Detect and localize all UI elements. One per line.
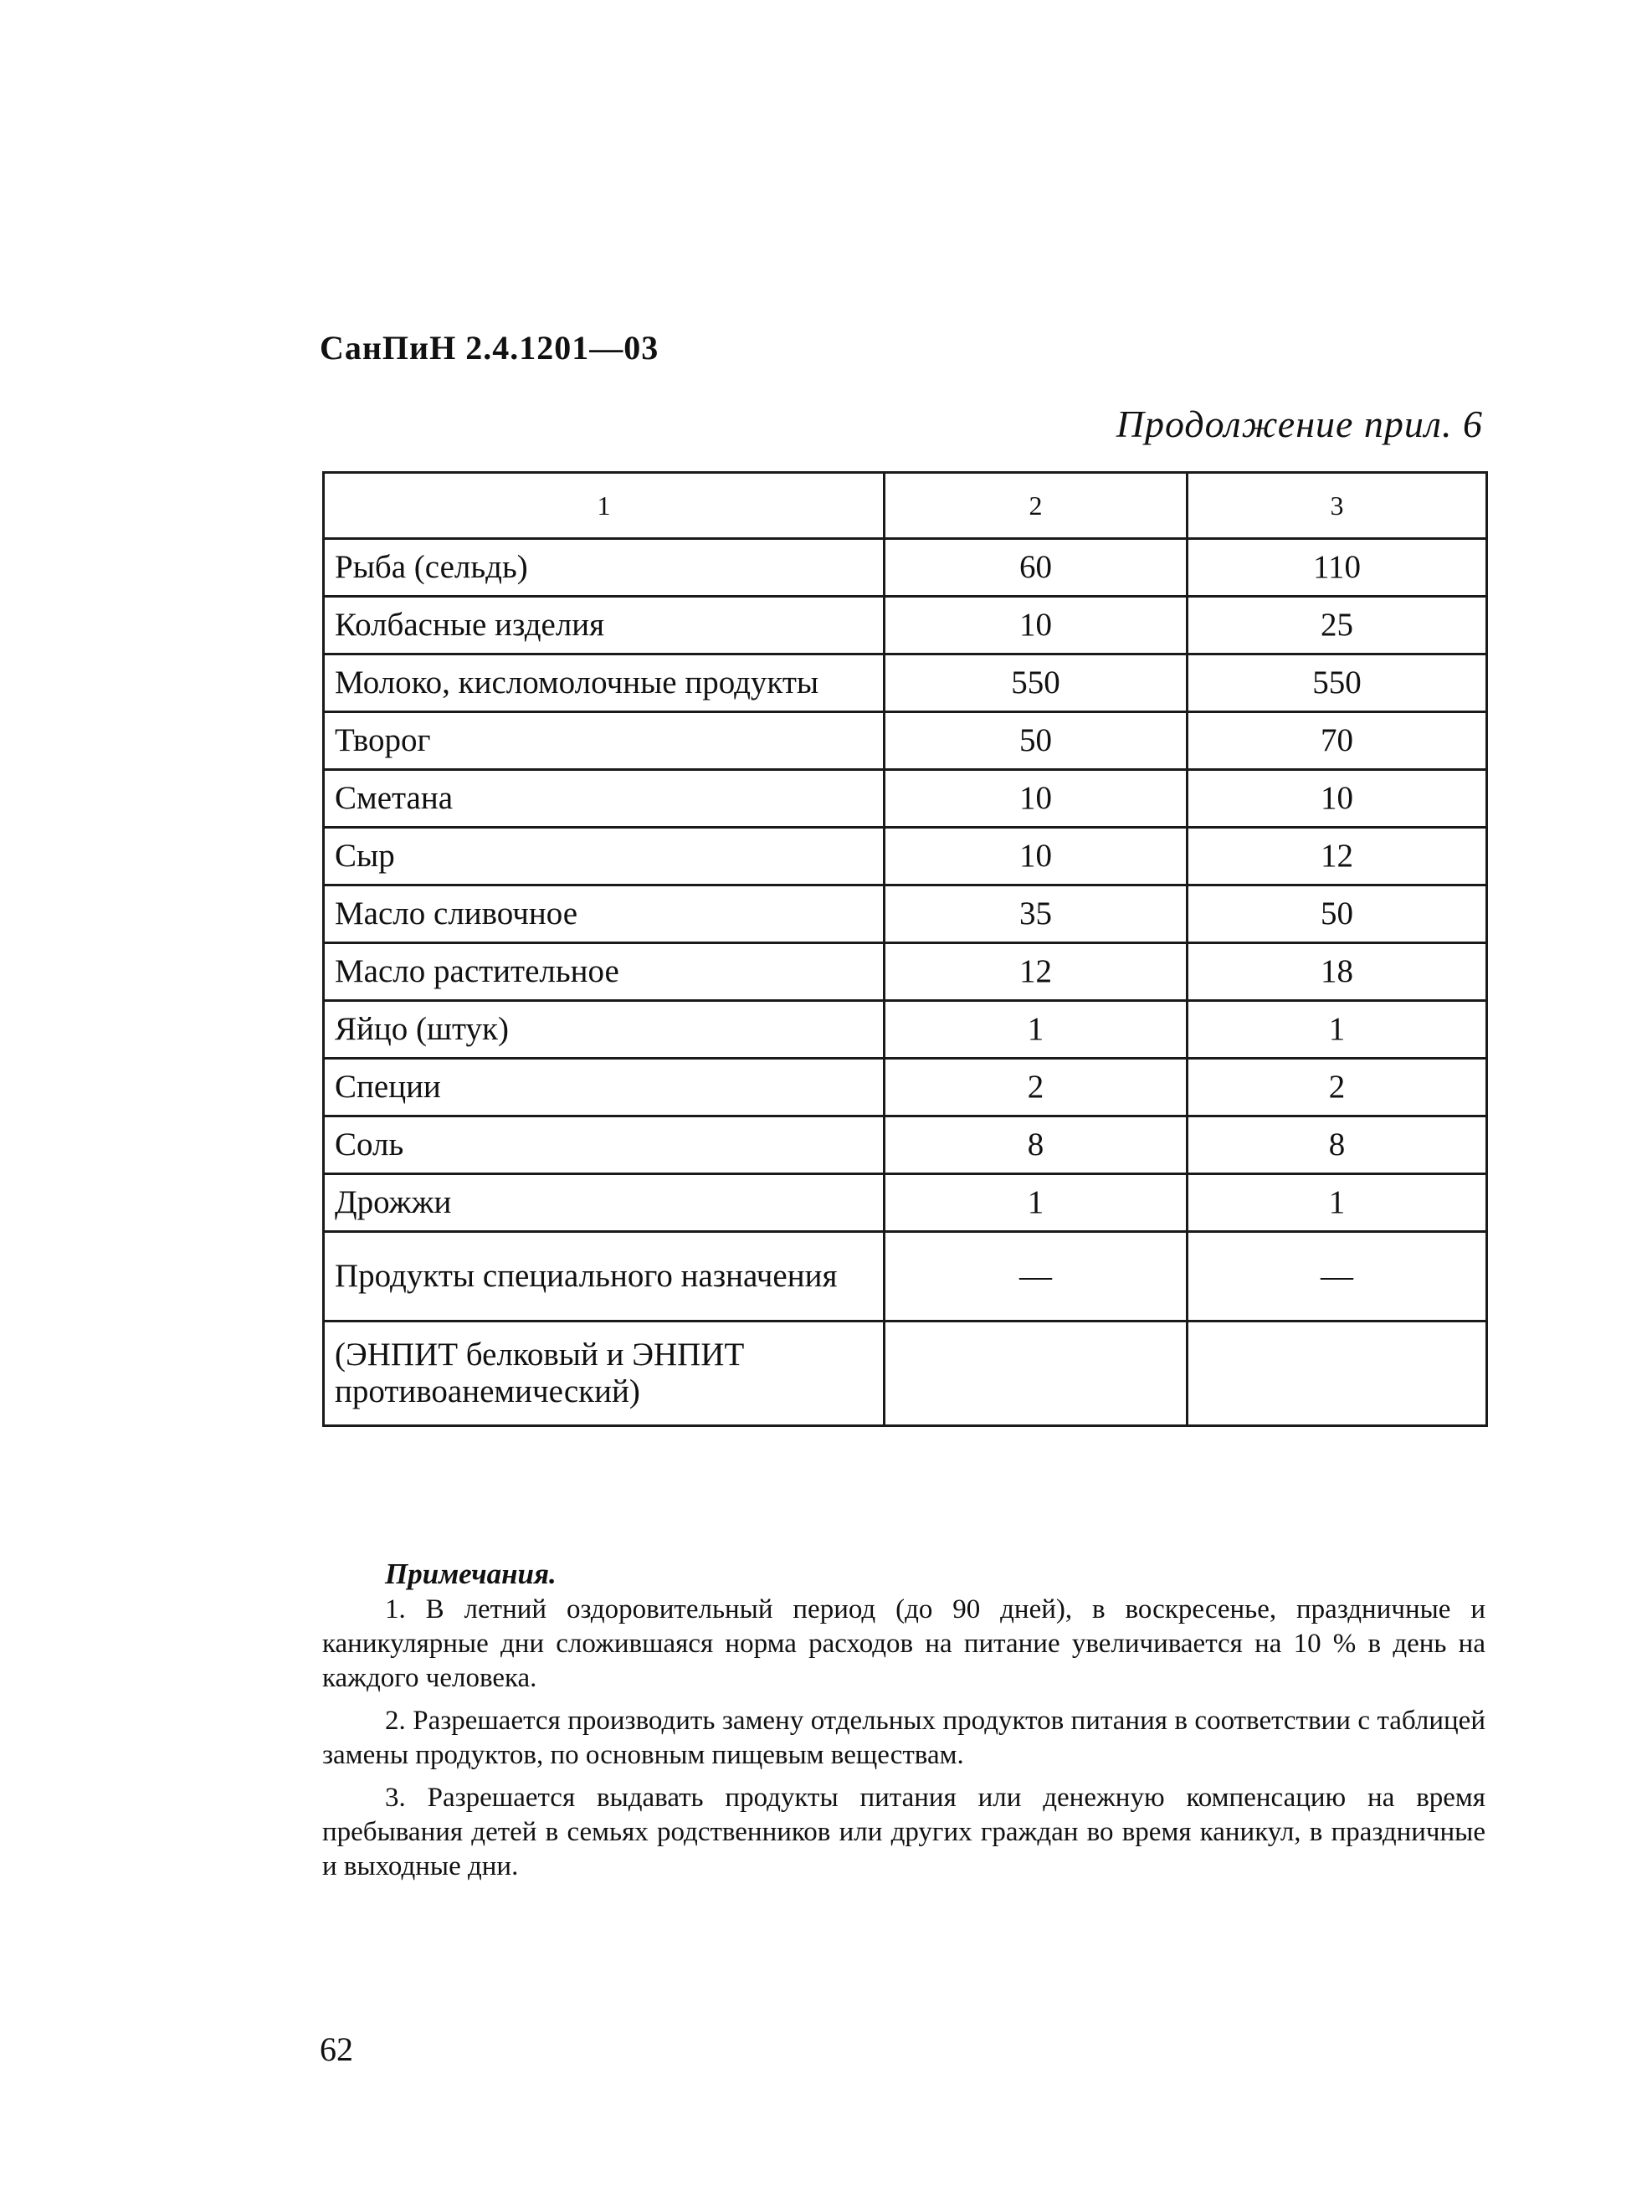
value-col3: —	[1188, 1232, 1487, 1322]
product-name: Рыба (сельдь)	[324, 539, 885, 597]
value-col3: 1	[1188, 1174, 1487, 1232]
table-row	[324, 828, 1487, 885]
value-col2: 35	[885, 885, 1188, 943]
page-number: 62	[320, 2030, 353, 2068]
product-name: Молоко, кисломолочные продукты	[324, 654, 885, 712]
column-header-1: 1	[324, 473, 885, 539]
value-col3: 25	[1188, 597, 1487, 654]
table-row	[324, 885, 1487, 943]
table-row	[324, 597, 1487, 654]
product-name: Сметана	[324, 770, 885, 828]
value-col2: 1	[885, 1174, 1188, 1232]
value-col3: 1	[1188, 1001, 1487, 1059]
value-col2: 10	[885, 828, 1188, 885]
table-row	[324, 1116, 1487, 1174]
value-col3: 50	[1188, 885, 1487, 943]
value-col2: 50	[885, 712, 1188, 770]
table-row	[324, 1174, 1487, 1232]
value-col3: 550	[1188, 654, 1487, 712]
product-name: Масло растительное	[324, 943, 885, 1001]
table-row	[324, 943, 1487, 1001]
table-row	[324, 1232, 1487, 1322]
table-header-row	[324, 473, 1487, 539]
table-row	[324, 712, 1487, 770]
note-item: 3. Разрешается выдавать продукты питания или денежную компенсацию на время пребывания детей в семьях родственников или других граждан во время каникул, в праздничные и выходные дни.	[322, 1783, 1485, 1881]
note-item: 1. В летний оздоровительный период (до 90 дней), в воскресенье, праздничные и каникулярные дни сложившаяся норма расходов на питание увеличивается на 10 % в день на каждого человека.	[322, 1594, 1485, 1693]
value-col2	[885, 1322, 1188, 1426]
food-norms-table	[322, 471, 1488, 1427]
product-name: Сыр	[324, 828, 885, 885]
notes-title: Примечания.	[385, 1558, 557, 1590]
table-row	[324, 770, 1487, 828]
table-row	[324, 1322, 1487, 1426]
value-col2: —	[885, 1232, 1188, 1322]
table-row	[324, 1001, 1487, 1059]
product-name: Дрожжи	[324, 1174, 885, 1232]
value-col3: 2	[1188, 1059, 1487, 1116]
product-name: Творог	[324, 712, 885, 770]
value-col3: 70	[1188, 712, 1487, 770]
table-row	[324, 1059, 1487, 1116]
value-col2: 1	[885, 1001, 1188, 1059]
table-row	[324, 539, 1487, 597]
note-item: 2. Разрешается производить замену отдельных продуктов питания в соответствии с таблицей замены продуктов, по основным пищевым веществам.	[322, 1706, 1485, 1770]
value-col3: 18	[1188, 943, 1487, 1001]
value-col2: 60	[885, 539, 1188, 597]
continuation-label: Продолжение прил. 6	[1116, 403, 1483, 445]
value-col3: 10	[1188, 770, 1487, 828]
value-col3: 8	[1188, 1116, 1487, 1174]
product-name: (ЭНПИТ белковый и ЭНПИТ противоанемический)	[324, 1322, 885, 1426]
product-name: Яйцо (штук)	[324, 1001, 885, 1059]
table-row	[324, 654, 1487, 712]
value-col3: 110	[1188, 539, 1487, 597]
product-name: Продукты специального назначения	[324, 1232, 885, 1322]
product-name: Колбасные изделия	[324, 597, 885, 654]
document-code: СанПиН 2.4.1201—03	[320, 329, 659, 367]
value-col2: 12	[885, 943, 1188, 1001]
value-col2: 2	[885, 1059, 1188, 1116]
column-header-3: 3	[1188, 473, 1487, 539]
product-name: Соль	[324, 1116, 885, 1174]
value-col2: 8	[885, 1116, 1188, 1174]
value-col2: 10	[885, 770, 1188, 828]
value-col2: 10	[885, 597, 1188, 654]
product-name: Масло сливочное	[324, 885, 885, 943]
value-col2: 550	[885, 654, 1188, 712]
column-header-2: 2	[885, 473, 1188, 539]
notes-section	[322, 1557, 1485, 1892]
value-col3	[1188, 1322, 1487, 1426]
value-col3: 12	[1188, 828, 1487, 885]
product-name: Специи	[324, 1059, 885, 1116]
